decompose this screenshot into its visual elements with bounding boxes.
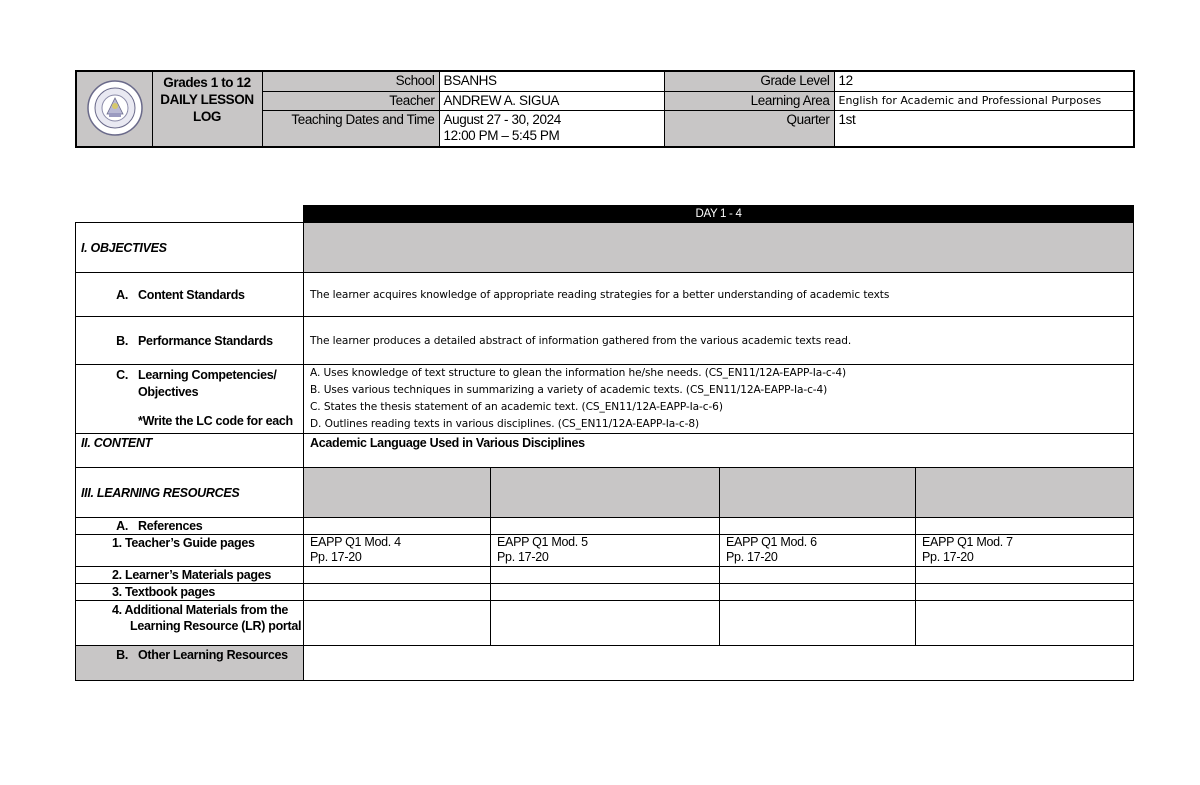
competencies-letter: C. xyxy=(116,368,128,382)
tg-mod-4: EAPP Q1 Mod. 7 xyxy=(922,535,1013,549)
blank-corner xyxy=(76,206,304,223)
tg-cell-4 xyxy=(916,535,1134,567)
quarter-value: 1st xyxy=(834,111,1134,147)
day-header: DAY 1 - 4 xyxy=(304,206,1134,223)
additional-materials-label-2: Learning Resource (LR) portal xyxy=(130,619,302,633)
performance-standards-label-cell xyxy=(76,317,304,365)
tg-cell-1 xyxy=(304,535,491,567)
references-cell-2 xyxy=(491,518,720,535)
performance-standards-letter: B. xyxy=(116,333,128,348)
other-resources-letter: B. xyxy=(116,648,128,662)
content-standards-label: Content Standards xyxy=(138,287,245,302)
other-resources-label-cell xyxy=(76,646,304,681)
teacher-label: Teacher xyxy=(262,91,439,111)
grade-level-value: 12 xyxy=(834,71,1134,91)
deped-logo-cell xyxy=(76,71,152,147)
textbook-pages-label: 3. Textbook pages xyxy=(76,584,304,601)
content-label: II. CONTENT xyxy=(76,434,304,468)
resources-gray-2 xyxy=(491,468,720,518)
additional-materials-label-1: 4. Additional Materials from the xyxy=(112,603,289,617)
competencies-label-cell xyxy=(76,365,304,434)
additional-cell-3 xyxy=(720,601,916,646)
additional-cell-4 xyxy=(916,601,1134,646)
objectives-label: I. OBJECTIVES xyxy=(76,223,304,273)
tg-pages-3: Pp. 17-20 xyxy=(726,550,778,564)
competencies-note: *Write the LC code for each xyxy=(138,414,293,428)
content-standards-label-cell xyxy=(76,273,304,317)
lm-cell-3 xyxy=(720,567,916,584)
competency-d: D. Outlines reading texts in various disciplines. (CS_EN11/12A-EAPP-Ia-c-8) xyxy=(310,418,700,430)
references-cell-3 xyxy=(720,518,916,535)
references-label: References xyxy=(138,519,203,533)
header-table xyxy=(75,70,1135,148)
teaching-dates-label: Teaching Dates and Time xyxy=(262,111,439,147)
competency-a: A. Uses knowledge of text structure to glean the information he/she needs. (CS_EN11/12A-EAPP-Ia-c-4) xyxy=(310,367,847,379)
tg-pages-2: Pp. 17-20 xyxy=(497,550,549,564)
deped-seal-logo xyxy=(87,80,143,136)
tg-cell-3 xyxy=(720,535,916,567)
learning-area-label: Learning Area xyxy=(664,91,834,111)
content-standards-letter: A. xyxy=(116,287,128,302)
performance-standards-label: Performance Standards xyxy=(138,333,273,348)
resources-label: III. LEARNING RESOURCES xyxy=(76,468,304,518)
textbook-cell-3 xyxy=(720,584,916,601)
resources-gray-1 xyxy=(304,468,491,518)
resources-gray-3 xyxy=(720,468,916,518)
learning-area-value: English for Academic and Professional Purposes xyxy=(834,91,1134,111)
grade-level-label: Grade Level xyxy=(664,71,834,91)
additional-cell-2 xyxy=(491,601,720,646)
references-label-cell xyxy=(76,518,304,535)
tg-mod-3: EAPP Q1 Mod. 6 xyxy=(726,535,817,549)
content-standards-text: The learner acquires knowledge of appropriate reading strategies for a better understanding of academic texts xyxy=(304,273,1134,317)
references-letter: A. xyxy=(116,519,128,533)
competencies-list xyxy=(304,365,1134,434)
tg-mod-1: EAPP Q1 Mod. 4 xyxy=(310,535,401,549)
other-resources-label: Other Learning Resources xyxy=(138,648,288,662)
content-value: Academic Language Used in Various Disciplines xyxy=(304,434,1134,468)
lm-cell-2 xyxy=(491,567,720,584)
competencies-label-2: Objectives xyxy=(138,385,199,399)
additional-cell-1 xyxy=(304,601,491,646)
tg-pages-4: Pp. 17-20 xyxy=(922,550,974,564)
competency-c: C. States the thesis statement of an academic text. (CS_EN11/12A-EAPP-Ia-c-6) xyxy=(310,401,723,413)
competencies-label-1: Learning Competencies/ xyxy=(138,368,277,382)
textbook-cell-4 xyxy=(916,584,1134,601)
dll-title xyxy=(152,71,262,147)
title-line-2: DAILY LESSON xyxy=(160,92,254,107)
teaching-dates-value: August 27 - 30, 2024 xyxy=(443,112,561,128)
tg-mod-2: EAPP Q1 Mod. 5 xyxy=(497,535,588,549)
title-line-3: LOG xyxy=(192,109,222,124)
school-value: BSANHS xyxy=(439,71,664,91)
lm-cell-4 xyxy=(916,567,1134,584)
teacher-value: ANDREW A. SIGUA xyxy=(439,91,664,111)
references-cell-4 xyxy=(916,518,1134,535)
school-label: School xyxy=(262,71,439,91)
teaching-dates-cell xyxy=(439,111,664,147)
tg-pages-1: Pp. 17-20 xyxy=(310,550,362,564)
tg-cell-2 xyxy=(491,535,720,567)
additional-materials-label-cell xyxy=(76,601,304,646)
competency-b: B. Uses various techniques in summarizing a variety of academic texts. (CS_EN11/12A-EAPP-Ia-c-4) xyxy=(310,384,828,396)
teachers-guide-label: 1. Teacher’s Guide pages xyxy=(76,535,304,567)
resources-gray-4 xyxy=(916,468,1134,518)
textbook-cell-2 xyxy=(491,584,720,601)
title-line-1: Grades 1 to 12 xyxy=(163,75,251,90)
lm-cell-1 xyxy=(304,567,491,584)
quarter-label: Quarter xyxy=(664,111,834,147)
textbook-cell-1 xyxy=(304,584,491,601)
other-resources-value xyxy=(304,646,1134,681)
learners-materials-label: 2. Learner’s Materials pages xyxy=(76,567,304,584)
performance-standards-text: The learner produces a detailed abstract of information gathered from the various academic texts read. xyxy=(304,317,1134,365)
teaching-time-value: 12:00 PM – 5:45 PM xyxy=(443,128,560,144)
objectives-gray-cell xyxy=(304,223,1134,273)
lesson-log-table xyxy=(75,205,1134,681)
references-cell-1 xyxy=(304,518,491,535)
